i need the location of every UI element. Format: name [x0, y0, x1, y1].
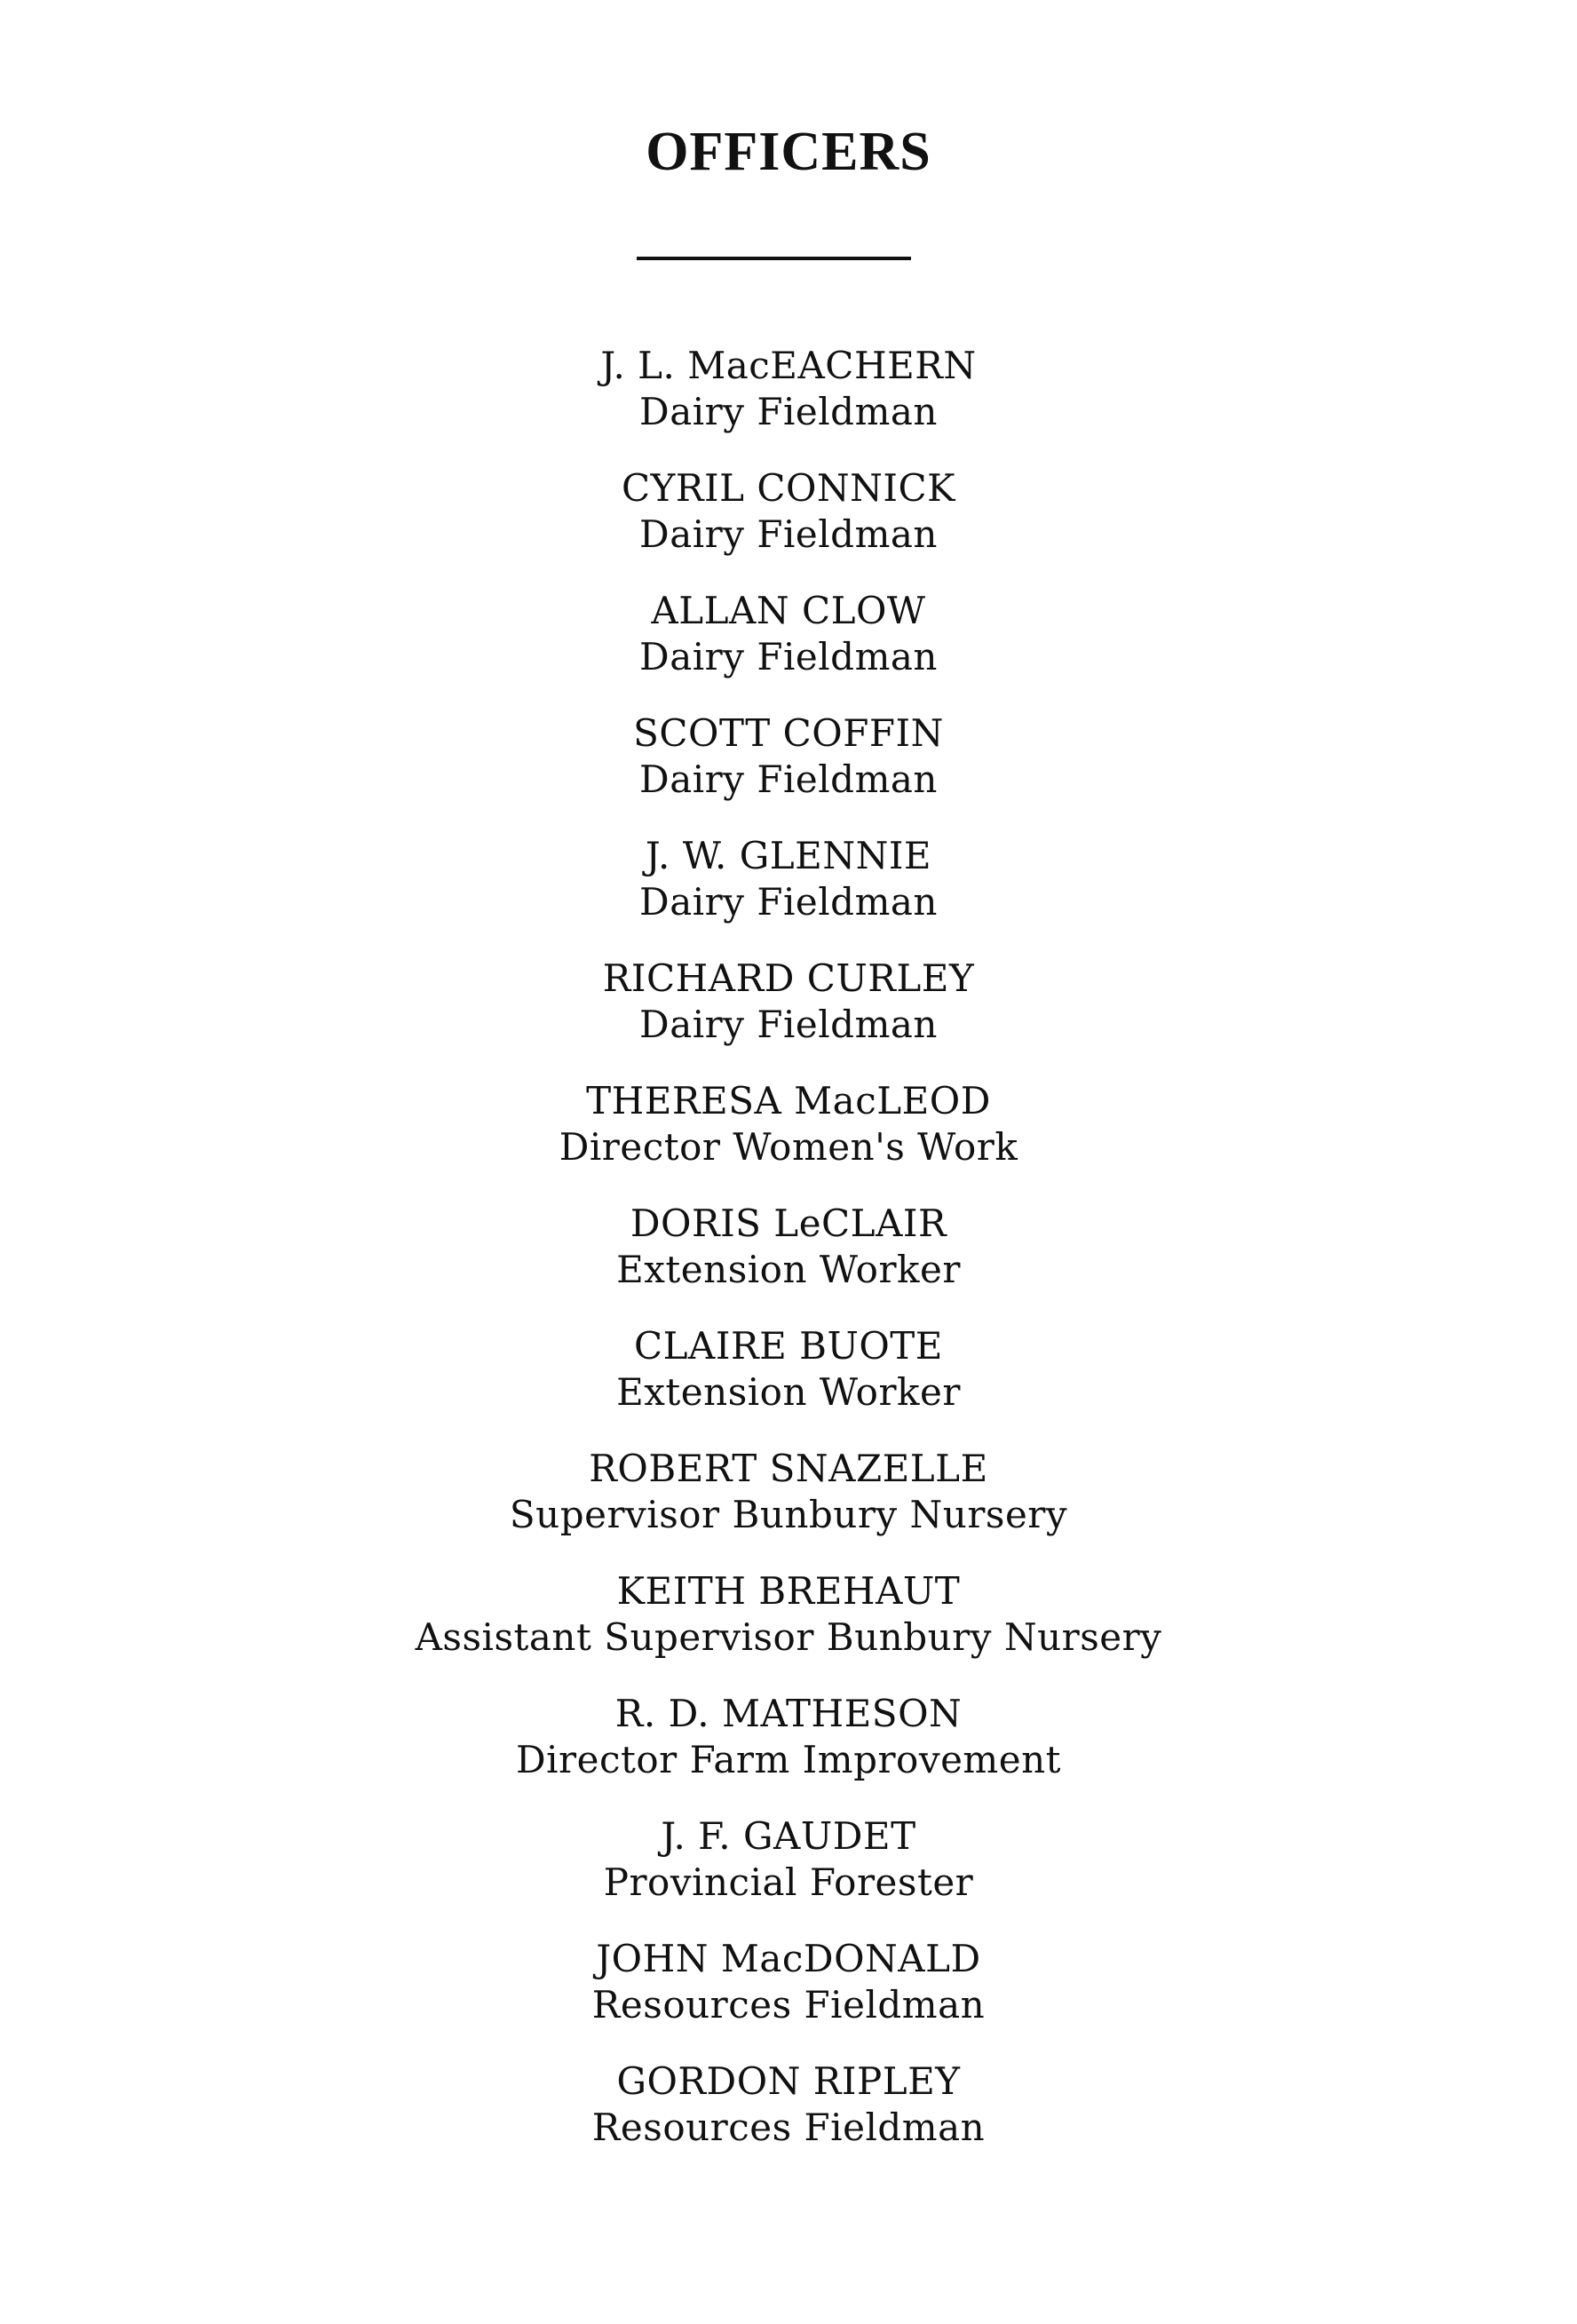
officer-name: R. D. MATHESON	[614, 1692, 963, 1735]
officer-entry	[0, 710, 1577, 833]
officer-entry	[0, 465, 1577, 588]
officer-entry	[0, 1813, 1577, 1936]
officer-name: JOHN MacDONALD	[596, 1937, 981, 1980]
officer-role: Dairy Fieldman	[639, 1003, 938, 1046]
officer-role: Assistant Supervisor Bunbury Nursery	[415, 1615, 1162, 1659]
officer-entry	[0, 343, 1577, 465]
officer-name: SCOTT COFFIN	[633, 711, 944, 755]
officer-name: GORDON RIPLEY	[616, 2059, 961, 2103]
officer-name: CYRIL CONNICK	[622, 466, 955, 510]
officer-role: Director Women's Work	[559, 1125, 1018, 1169]
officer-role: Resources Fieldman	[591, 1983, 986, 2027]
title-divider	[637, 257, 911, 260]
officer-name: J. W. GLENNIE	[645, 834, 932, 877]
officer-entry	[0, 1078, 1577, 1201]
officer-entry	[0, 1323, 1577, 1446]
officer-entry	[0, 1936, 1577, 2058]
officer-role: Dairy Fieldman	[639, 757, 938, 801]
officer-entry	[0, 1568, 1577, 1691]
officer-role: Resources Fieldman	[591, 2106, 986, 2149]
officer-name: RICHARD CURLEY	[602, 956, 975, 1000]
officer-role: Dairy Fieldman	[639, 512, 938, 556]
officer-role: Director Farm Improvement	[515, 1738, 1062, 1781]
officer-role: Supervisor Bunbury Nursery	[509, 1493, 1068, 1536]
officer-role: Extension Worker	[616, 1248, 961, 1291]
officer-name: CLAIRE BUOTE	[634, 1324, 943, 1368]
officer-name: KEITH BREHAUT	[616, 1569, 961, 1613]
officer-entry	[0, 1201, 1577, 1323]
officer-name: DORIS LeCLAIR	[630, 1202, 947, 1245]
officer-name: ALLAN CLOW	[651, 589, 926, 632]
officer-entry	[0, 833, 1577, 956]
officer-entry	[0, 1691, 1577, 1813]
officer-entry	[0, 588, 1577, 710]
officer-role: Dairy Fieldman	[639, 880, 938, 924]
officer-role: Dairy Fieldman	[639, 390, 938, 433]
officer-role: Extension Worker	[616, 1370, 961, 1414]
officer-role: Dairy Fieldman	[639, 635, 938, 678]
officer-name: J. F. GAUDET	[661, 1814, 916, 1858]
officer-name: J. L. MacEACHERN	[600, 344, 977, 387]
officer-name: ROBERT SNAZELLE	[589, 1447, 988, 1490]
officer-name: THERESA MacLEOD	[586, 1079, 991, 1122]
officer-list	[0, 343, 1577, 2181]
officer-role: Provincial Forester	[603, 1860, 974, 1904]
officer-entry	[0, 1446, 1577, 1568]
officer-entry	[0, 956, 1577, 1078]
page-title: OFFICERS	[646, 122, 931, 182]
officer-entry	[0, 2058, 1577, 2181]
